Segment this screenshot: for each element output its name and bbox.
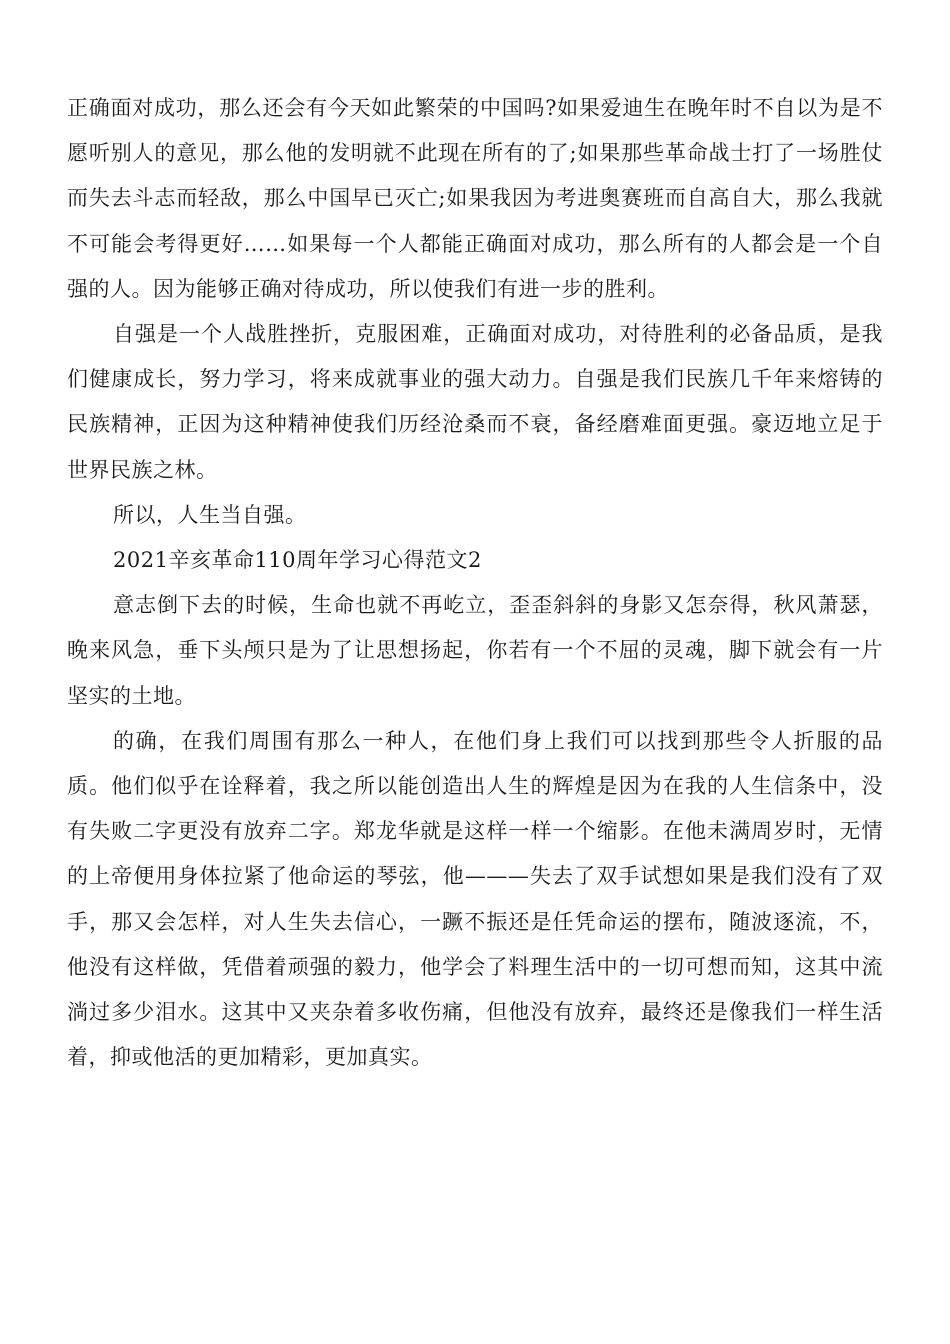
paragraph-example: 的确，在我们周围有那么一种人，在他们身上我们可以找到那些令人折服的品质。他们似乎在诠释着，我之所以能创造出人生的辉煌是因为在我的人生信条中，没有失败二字更没有放弃二字。郑龙华就是这样一样一个缩影。在他未满周岁时，无情的上帝便用身体拉紧了他命运的琴弦，他———失去了双手试想如果是我们没有了双手，那又会怎样，对人生失去信心，一蹶不振还是任凭命运的摆布，随波逐流，不，他没有这样做，凭借着顽强的毅力，他学会了料理生活中的一切可想而知，这其中流淌过多少泪水。这其中又夹杂着多收伤痛，但他没有放弃，最终还是像我们一样生活着，抑或他活的更加精彩，更加真实。 xyxy=(67,728,883,1070)
paragraph-self-strength: 自强是一个人战胜挫折，克服困难，正确面对成功，对待胜利的必备品质，是我们健康成长，努力学习，将来成就事业的强大动力。自强是我们民族几千年来熔铸的民族精神，正因为这种精神使我们历经沧桑而不衰，备经磨难面更强。豪迈地立足于世界民族之林。 xyxy=(67,322,883,482)
section-heading: 2021辛亥革命110周年学习心得范文2 xyxy=(113,548,482,573)
document-body xyxy=(67,86,883,1080)
paragraph-will: 意志倒下去的时候，生命也就不再屹立，歪歪斜斜的身影又怎奈得，秋风萧瑟，晚来风急，垂下头颅只是为了让思想扬起，你若有一个不屈的灵魂，脚下就会有一片坚实的土地。 xyxy=(67,593,883,708)
paragraph-continuation: 正确面对成功，那么还会有今天如此繁荣的中国吗?如果爱迪生在晚年时不自以为是不愿听别人的意见，那么他的发明就不此现在所有的了;如果那些革命战士打了一场胜仗而失去斗志而轻敌，那么中国早已灭亡;如果我因为考进奥赛班而自高自大，那么我就不可能会考得更好……如果每一个人都能正确面对成功，那么所有的人都会是一个自强的人。因为能够正确对待成功，所以使我们有进一步的胜利。 xyxy=(67,96,883,301)
paragraph-conclusion: 所以，人生当自强。 xyxy=(113,502,307,527)
